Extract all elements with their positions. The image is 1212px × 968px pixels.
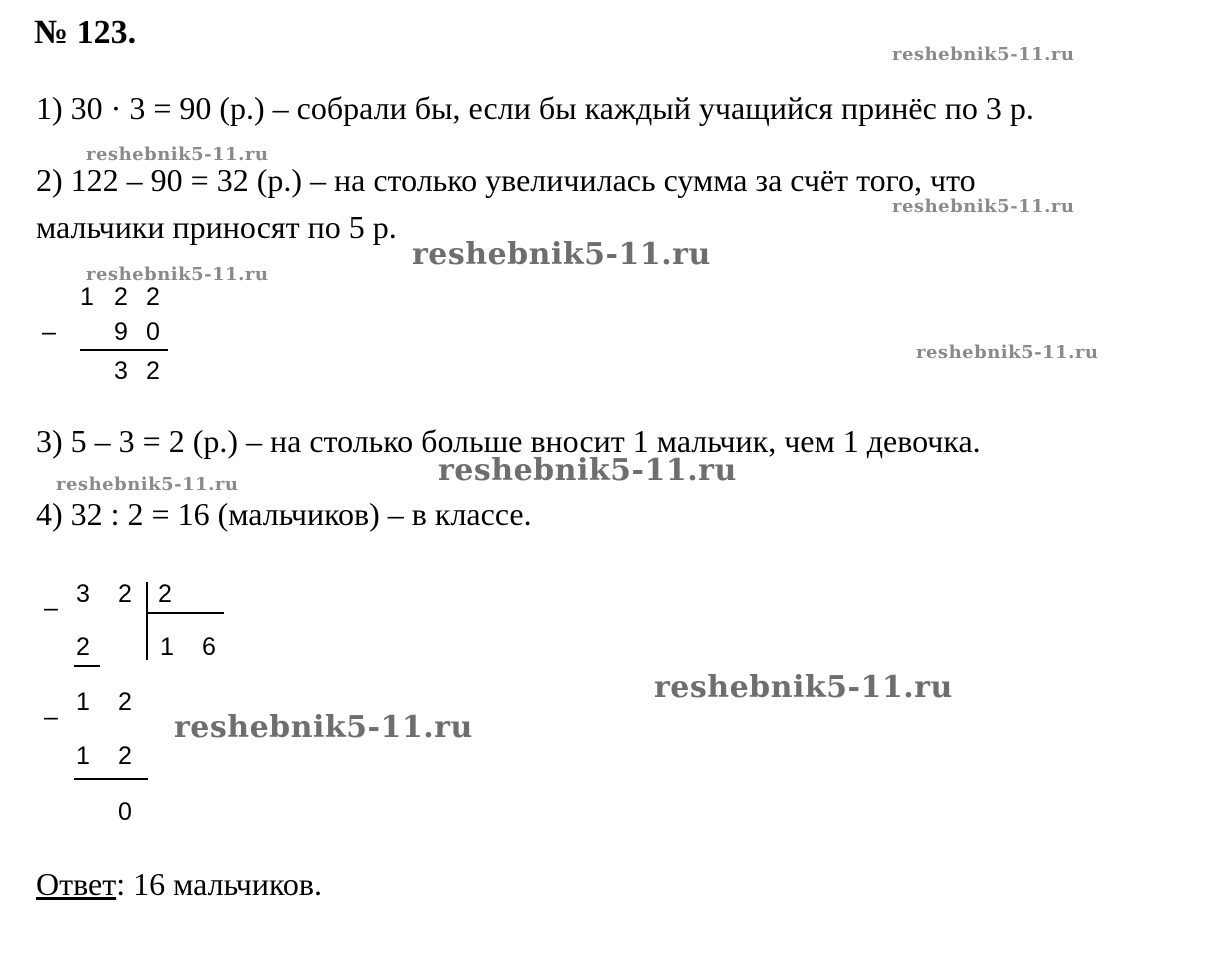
remainder-digit: 2: [118, 688, 132, 716]
final-remainder: 0: [118, 798, 132, 826]
step2-subtrahend-digit: 2: [118, 742, 132, 770]
divisor: 2: [158, 580, 172, 608]
step-1: 1) 30 · 3 = 90 (р.) – собрали бы, если бы каждый учащийся принёс по 3 р.: [36, 90, 1034, 126]
step-3: 3) 5 – 3 = 2 (р.) – на столько больше вносит 1 мальчик, чем 1 девочка.: [36, 423, 981, 459]
watermark: reshebnik5-11.ru: [174, 710, 473, 745]
answer-text: : 16 мальчиков.: [116, 866, 322, 902]
result-digit: 2: [146, 357, 160, 385]
subtrahend-digit: 0: [146, 318, 160, 346]
minuend-digit: 1: [80, 283, 94, 311]
answer: [36, 866, 322, 903]
result-line: [80, 349, 168, 351]
quotient-digit: 1: [160, 633, 174, 661]
watermark: reshebnik5-11.ru: [916, 342, 1099, 363]
minuend-digit: 2: [146, 283, 160, 311]
watermark: reshebnik5-11.ru: [892, 196, 1075, 217]
dividend-digit: 3: [76, 580, 90, 608]
watermark: reshebnik5-11.ru: [56, 474, 239, 495]
watermark: reshebnik5-11.ru: [86, 144, 269, 165]
step2-line: [74, 778, 148, 780]
subtrahend-digit: 9: [114, 318, 128, 346]
step1-subtrahend: 2: [76, 633, 90, 661]
remainder-digit: 1: [76, 688, 90, 716]
watermark: reshebnik5-11.ru: [654, 670, 953, 705]
step-4: 4) 32 : 2 = 16 (мальчиков) – в классе.: [36, 496, 532, 532]
step1-line: [74, 665, 100, 667]
watermark: reshebnik5-11.ru: [438, 453, 737, 488]
division-bracket-vertical: [146, 582, 148, 660]
minuend-digit: 2: [114, 283, 128, 311]
watermark: reshebnik5-11.ru: [892, 44, 1075, 65]
division-bracket-horizontal: [146, 612, 224, 614]
problem-number: № 123.: [34, 14, 137, 51]
minus-sign: –: [44, 703, 58, 731]
minus-sign: –: [42, 318, 56, 346]
minus-sign: –: [44, 594, 58, 622]
watermark: reshebnik5-11.ru: [86, 264, 269, 285]
watermark: reshebnik5-11.ru: [412, 237, 711, 272]
result-digit: 3: [114, 357, 128, 385]
quotient-digit: 6: [202, 633, 216, 661]
dividend-digit: 2: [118, 580, 132, 608]
answer-label: Ответ: [36, 866, 117, 902]
step-2-line-2: мальчики приносят по 5 р.: [36, 209, 397, 245]
step-2-line-1: 2) 122 – 90 = 32 (р.) – на столько увеличилась сумма за счёт того, что: [36, 162, 976, 198]
step2-subtrahend-digit: 1: [76, 742, 90, 770]
